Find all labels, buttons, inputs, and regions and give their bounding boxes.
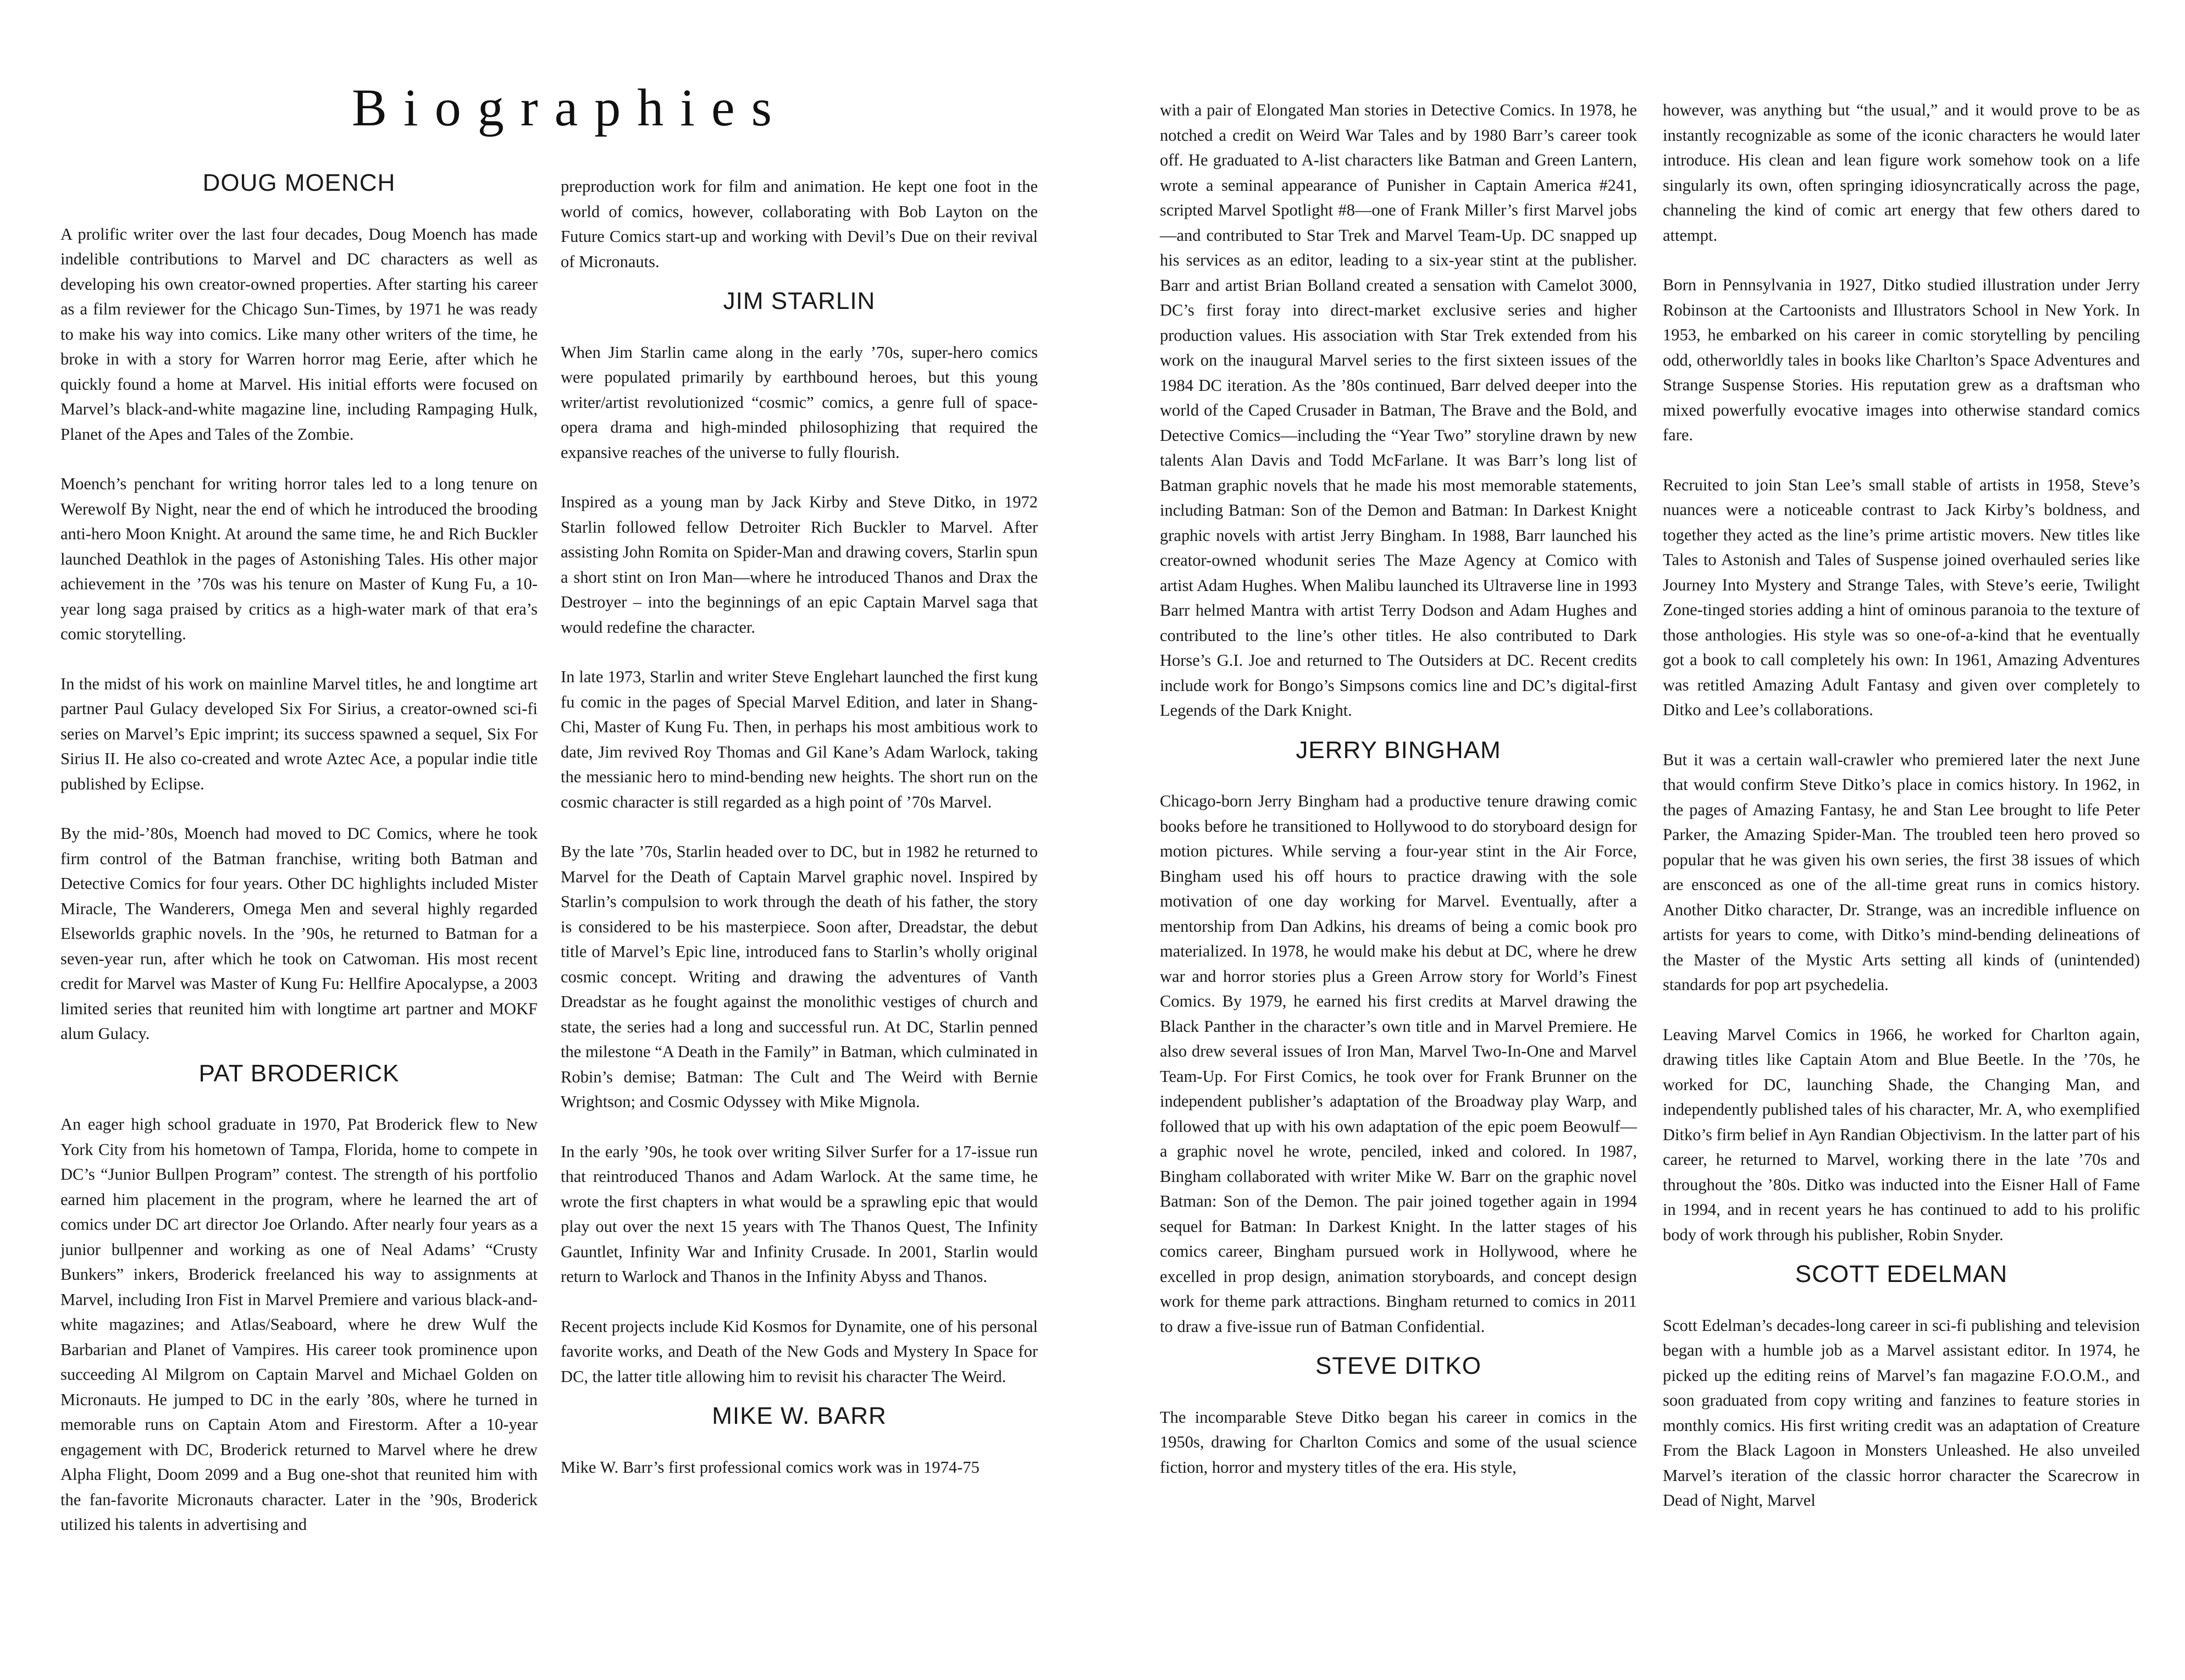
paragraph: Recent projects include Kid Kosmos for Dynamite, one of his personal favorite works, and Death of the New Gods and Mystery In Space for DC, the latter title allowing him to revisit his character The Weird.: [561, 1317, 1038, 1386]
heading-mike-w-barr: MIKE W. BARR: [712, 1402, 887, 1429]
paragraph: preproduction work for film and animation. He kept one foot in the world of comics, however, collaborating with Bob Layton on the Future Comics start-up and working with Devil’s Due on their revival of Micronauts.: [561, 177, 1038, 271]
paragraph: In the early ’90s, he took over writing Silver Surfer for a 17-issue run that reintroduced Thanos and Adam Warlock. At the same time, he wrote the first chapters in what would be a sprawling epic that would play out over the next 15 years with The Thanos Quest, The Infinity Gauntlet, Infinity War and Infinity Crusade. In 2001, Starlin would return to Warlock and Thanos in the Infinity Abyss and Thanos.: [561, 1142, 1038, 1286]
paragraph: By the late ’70s, Starlin headed over to DC, but in 1982 he returned to Marvel for the Death of Captain Marvel graphic novel. Inspired by Starlin’s compulsion to work through the death of his father, the story is considered to be his masterpiece. Soon after, Dreadstar, the debut title of Marvel’s Epic line, introduced fans to Starlin’s wholly original cosmic concept. Writing and drawing the adventures of Vanth Dreadstar as he fought against the monolithic vestiges of church and state, the series had a long and successful run. At DC, Starlin penned the milestone “A Death in the Family” in Batman, which culminated in Robin’s demise; Batman: The Cult and The Weird with Bernie Wrightson; and Cosmic Odyssey with Mike Mignola.: [561, 842, 1038, 1111]
column-1: [60, 170, 538, 1562]
column-4: [1663, 98, 2140, 1538]
paragraph: Born in Pennsylvania in 1927, Ditko studied illustration under Jerry Robinson at the Cartoonists and Illustrators School in New York. In 1953, he embarked on his career in comic storytelling by penciling odd, otherworldly tales in books like Charlton’s Space Adventures and Strange Suspense Stories. His reputation grew as a draftsman who mixed powerfully evocative images into otherwise standard comics fare.: [1663, 275, 2140, 444]
paragraph: By the mid-’80s, Moench had moved to DC Comics, where he took firm control of the Batman franchise, writing both Batman and Detective Comics for four years. Other DC highlights included Mister Miracle, The Wanderers, Omega Men and several highly regarded Elseworlds graphic novels. In the ’90s, he returned to Batman for a seven-year run, after which he took on Catwoman. His most recent credit for Marvel was Master of Kung Fu: Hellfire Apocalypse, a 2003 limited series that reunited him with longtime art partner and MOKF alum Gulacy.: [60, 824, 538, 1043]
paragraph: Scott Edelman’s decades-long career in sci-fi publishing and television began with a humble job as a Marvel assistant editor. In 1974, he picked up the editing reins of Marvel’s fan magazine F.O.O.M., and soon graduated from copy writing and fanzines to feature stories in monthly comics. His first writing credit was an adaptation of Creature From the Black Lagoon in Monsters Unleashed. He also unveiled Marvel’s iteration of the classic horror character the Scarecrow in Dead of Night, Marvel: [1663, 1316, 2140, 1510]
paragraph: Mike W. Barr’s first professional comics work was in 1974-75: [561, 1457, 980, 1477]
paragraph: When Jim Starlin came along in the early ’70s, super-hero comics were populated primarily by earthbound heroes, but this young writer/artist revolutionized “cosmic” comics, a genre full of space-opera drama and high-minded philosophizing that required the expansive reaches of the universe to fully flourish.: [561, 342, 1038, 462]
heading-jim-starlin: JIM STARLIN: [723, 288, 876, 314]
paragraph: But it was a certain wall-crawler who premiered later the next June that would confirm Steve Ditko’s place in comics history. In 1962, in the pages of Amazing Fantasy, he and Stan Lee brought to life Peter Parker, the Amazing Spider-Man. The troubled teen hero proved so popular that he was given his own series, the first 38 issues of which are ensconced as one of the all-time great runs in comics history. Another Ditko character, Dr. Strange, was an incredible influence on artists for years to come, with Ditko’s mind-bending delineations of the Master of the Mystic Arts setting all kinds of (unintended) standards for pop art psychedelia.: [1663, 750, 2140, 994]
paragraph: Leaving Marvel Comics in 1966, he worked for Charlton again, drawing titles like Captain Atom and Blue Beetle. In the ’70s, he worked for DC, launching Shade, the Changing Man, and independently published tales of his character, Mr. A, who exemplified Ditko’s firm belief in Ayn Randian Objectivism. In the latter part of his career, he returned to Marvel, working there in the late ’70s and throughout the ’80s. Ditko was inducted into the Eisner Hall of Fame in 1994, and in recent years he has continued to add to his prolific body of work through his publisher, Robin Snyder.: [1663, 1025, 2140, 1244]
paragraph: In late 1973, Starlin and writer Steve Englehart launched the first kung fu comic in the pages of Special Marvel Edition, and later in Shang-Chi, Master of Kung Fu. Then, in perhaps his most ambitious work to date, Jim revived Roy Thomas and Gil Kane’s Adam Warlock, taking the messianic hero to mind-bending new heights. The short run on the cosmic character is still regarded as a high point of ’70s Marvel.: [561, 667, 1038, 811]
paragraph: with a pair of Elongated Man stories in Detective Comics. In 1978, he notched a credit on Weird War Tales and by 1980 Barr’s career took off. He graduated to A-list characters like Batman and Green Lantern, wrote a seminal appearance of Punisher in Captain America #241, scripted Marvel Spotlight #8—one of Frank Miller’s first Marvel jobs—and contributed to Star Trek and Marvel Team-Up. DC snapped up his services as an editor, leading to a six-year stint at the publisher. Barr and artist Brian Bolland created a sensation with Camelot 3000, DC’s first foray into direct-market exclusive series and higher production values. His association with Star Trek extended from his work on the inaugural Marvel series to the first sixteen issues of the 1984 DC iteration. As the ’80s continued, Barr delved deeper into the world of the Caped Crusader in Batman, The Brave and the Bold, and Detective Comics—including the “Year Two” storyline drawn by new talents Alan Davis and Todd McFarlane. It was Barr’s long list of Batman graphic novels that he made his most memorable statements, including Batman: Son of the Demon and Batman: In Darkest Knight graphic novels with artist Jerry Bingham. In 1988, Barr launched his creator-owned whodunit series The Maze Agency at Comico with artist Adam Hughes. When Malibu launched its Ultraverse line in 1993 Barr helmed Mantra with artist Terry Dodson and Adam Hughes and contributed to the line’s other titles. He also contributed to Dark Horse’s G.I. Joe and returned to The Outsiders at DC. Recent credits include work for Bongo’s Simpsons comics line and DC’s digital-first Legends of the Dark Knight.: [1160, 101, 1637, 720]
heading-steve-ditko: STEVE DITKO: [1315, 1352, 1481, 1379]
paragraph: An eager high school graduate in 1970, Pat Broderick flew to New York City from his hometown of Tampa, Florida, home to compete in DC’s “Junior Bullpen Program” contest. The strength of his portfolio earned him placement in the program, where he learned the art of comics under DC art director Joe Orlando. After nearly four years as a junior bullpenner and working as one of Neal Adams’ “Crusty Bunkers” inkers, Broderick freelanced his way to assignments at Marvel, including Iron Fist in Marvel Premiere and various black-and-white magazines; and Atlas/Seaboard, where he drew Wulf the Barbarian and Planet of Vampires. His career took prominence upon succeeding Al Milgrom on Captain Marvel and Michael Golden on Micronauts. He jumped to DC in the early ’80s, where he turned in memorable runs on Captain Atom and Firestorm. After a 10-year engagement with DC, Broderick returned to Marvel where he drew Alpha Flight, Doom 2099 and a Bug one-shot that reunited him with the fan-favorite Micronauts character. Later in the ’90s, Broderick utilized his talents in advertising and: [60, 1115, 538, 1534]
paragraph: Moench’s penchant for writing horror tales led to a long tenure on Werewolf By Night, near the end of which he introduced the brooding anti-hero Moon Knight. At around the same time, he and Rich Buckler launched Deathlok in the pages of Astonishing Tales. His other major achievement in the ’70s was his tenure on Master of Kung Fu, a 10-year long saga praised by critics as a high-water mark of that era’s comic storytelling.: [60, 474, 538, 643]
heading-doug-moench: DOUG MOENCH: [202, 169, 396, 196]
page-title: Biographies: [352, 78, 788, 137]
paragraph: Chicago-born Jerry Bingham had a productive tenure drawing comic books before he transitioned to Hollywood to do storyboard design for motion pictures. While serving a four-year stint in the Air Force, Bingham used his off hours to practice drawing with the sole motivation of one day working for Marvel. Eventually, after a mentorship from Dan Adkins, his dreams of being a comic book pro materialized. In 1978, he would make his debut at DC, where he drew war and horror stories plus a Green Arrow story for World’s Finest Comics. By 1979, he earned his first credits at Marvel drawing the Black Panther in the character’s own title and in Marvel Premiere. He also drew several issues of Iron Man, Marvel Two-In-One and Marvel Team-Up. For First Comics, he took over for Frank Brunner on the independent publisher’s adaptation of the Broadway play Warp, and followed that up with his own adaptation of the epic poem Beowulf—a graphic novel he wrote, penciled, inked and colored. In 1987, Bingham collaborated with writer Mike W. Barr on the graphic novel Batman: Son of the Demon. The pair joined together again in 1994 sequel for Batman: In Darkest Knight. In the latter stages of his comics career, Bingham pursued work in Hollywood, where he excelled in prop design, animation storyboards, and concept design work for theme park attractions. Bingham returned to comics in 2011 to draw a five-issue run of Batman Confidential.: [1160, 792, 1637, 1336]
column-2: [561, 174, 1038, 1505]
paragraph: however, was anything but “the usual,” and it would prove to be as instantly recognizable as some of the iconic characters he would later introduce. His clean and lean figure work somehow took on a life singularly its own, often springing idiosyncratically across the page, channeling the kind of comic art energy that few others dared to attempt.: [1663, 101, 2140, 245]
column-3: [1160, 98, 1637, 1505]
heading-pat-broderick: PAT BRODERICK: [198, 1059, 400, 1087]
paragraph: Inspired as a young man by Jack Kirby and Steve Ditko, in 1972 Starlin followed fellow Detroiter Rich Buckler to Marvel. After assisting John Romita on Spider-Man and drawing covers, Starlin spun a short stint on Iron Man—where he introduced Thanos and Drax the Destroyer – into the beginnings of an epic Captain Marvel saga that would redefine the character.: [561, 493, 1038, 637]
heading-jerry-bingham: JERRY BINGHAM: [1296, 736, 1501, 764]
paragraph: A prolific writer over the last four decades, Doug Moench has made indelible contributions to Marvel and DC characters as well as developing his own creator-owned properties. After starting his career as a film reviewer for the Chicago Sun-Times, by 1971 he was ready to make his way into comics. Like many other writers of the time, he broke in with a story for Warren horror mag Eerie, after which he quickly found a home at Marvel. His initial efforts were focused on Marvel’s black-and-white magazine line, including Rampaging Hulk, Planet of the Apes and Tales of the Zombie.: [60, 224, 538, 444]
heading-scott-edelman: SCOTT EDELMAN: [1795, 1261, 2008, 1287]
paragraph: Recruited to join Stan Lee’s small stable of artists in 1958, Steve’s nuances were a noticeable contrast to Jack Kirby’s boldness, and together they acted as the line’s prime artistic movers. New titles like Tales to Astonish and Tales of Suspense joined overhauled series like Journey Into Mystery and Strange Tales, with Steve’s eerie, Twilight Zone-tinged stories adding a hint of ominous paranoia to the texture of those anthologies. His style was so one-of-a-kind that he eventually got a book to call completely his own: In 1961, Amazing Adventures was retitled Amazing Adult Fantasy and given over completely to Ditko and Lee’s collaborations.: [1663, 475, 2140, 719]
paragraph: In the midst of his work on mainline Marvel titles, he and longtime art partner Paul Gulacy developed Six For Sirius, a creator-owned sci-fi series on Marvel’s Epic imprint; its success spawned a sequel, Six For Sirius II. He also co-created and wrote Aztec Ace, a popular indie title published by Eclipse.: [60, 674, 538, 793]
paragraph: The incomparable Steve Ditko began his career in comics in the 1950s, drawing for Charlton Comics and some of the usual science fiction, horror and mystery titles of the era. His style,: [1160, 1407, 1637, 1477]
